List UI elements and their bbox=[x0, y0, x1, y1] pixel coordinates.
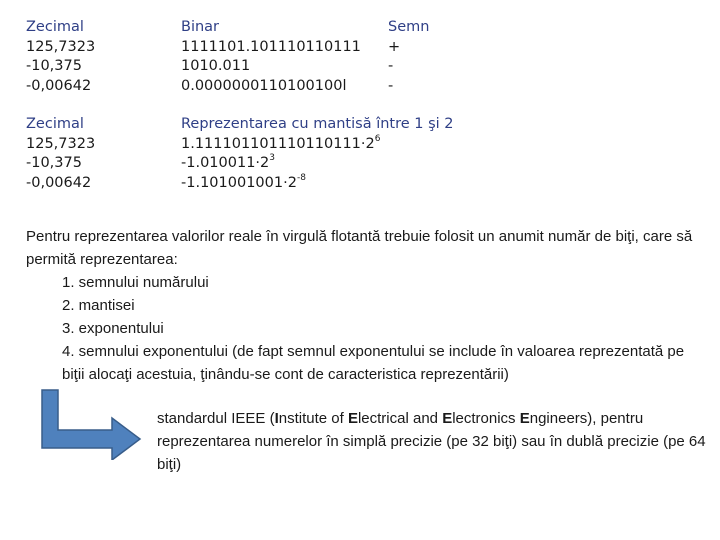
sign-value: - bbox=[388, 77, 394, 94]
header-binary: Binar bbox=[181, 19, 220, 35]
decimal-value: -0,00642 bbox=[26, 174, 92, 191]
sign-value: + bbox=[388, 38, 401, 55]
explanation-paragraph bbox=[26, 225, 698, 386]
exponent: -8 bbox=[296, 172, 306, 183]
decimal-value: 125,7323 bbox=[26, 135, 96, 152]
header-sign: Semn bbox=[388, 19, 430, 35]
list-item: 2. mantisei bbox=[62, 297, 135, 314]
binary-value: 1111101.101110110111 bbox=[181, 38, 361, 55]
binary-value: 0.0000000110100100l bbox=[181, 77, 347, 94]
list-item: 1. semnului numărului bbox=[62, 274, 209, 291]
intro-text: Pentru reprezentarea valorilor reale în virgulă flotantă trebuie folosit un anumit număr de biţi, care să permită reprezentarea: bbox=[26, 228, 693, 268]
decimal-value: -10,375 bbox=[26, 58, 82, 74]
exponent: 6 bbox=[374, 133, 381, 144]
binary-value: 1010.011 bbox=[181, 58, 251, 74]
decimal-value: -0,00642 bbox=[26, 77, 92, 94]
decimal-value: 125,7323 bbox=[26, 38, 96, 55]
header-decimal: Zecimal bbox=[26, 116, 84, 132]
mantissa-value: $-1.101001001\cdot 2^{-8}$ bbox=[181, 172, 306, 191]
header-mantissa: Reprezentarea cu mantisă între 1 şi 2 bbox=[181, 116, 454, 132]
bent-arrow-right-icon bbox=[40, 388, 150, 460]
list-item: 3. exponentului bbox=[62, 320, 164, 337]
decimal-value: -10,375 bbox=[26, 155, 82, 171]
sign-value: - bbox=[388, 58, 394, 74]
list-item: 4. semnului exponentului (de fapt semnul exponentului se include în valoarea reprezentată pe biţii alocaţi acestuia, ţinându-se cont de caracteristica reprezentării) bbox=[62, 343, 685, 383]
header-decimal: Zecimal bbox=[26, 19, 84, 35]
mantissa-value: $-1.010011\cdot 2^3$ bbox=[181, 153, 275, 171]
exponent: 3 bbox=[269, 153, 275, 163]
ieee-note: standardul IEEE (Institute of Electrical and Electronics Engineers), pentru reprezentarea numerelor în simplă precizie (pe 32 biţi) sau în dublă precizie (pe 64 biţi) bbox=[157, 410, 706, 473]
mantissa-value: $1.111101101110110111\cdot 2^6$ bbox=[181, 133, 381, 152]
